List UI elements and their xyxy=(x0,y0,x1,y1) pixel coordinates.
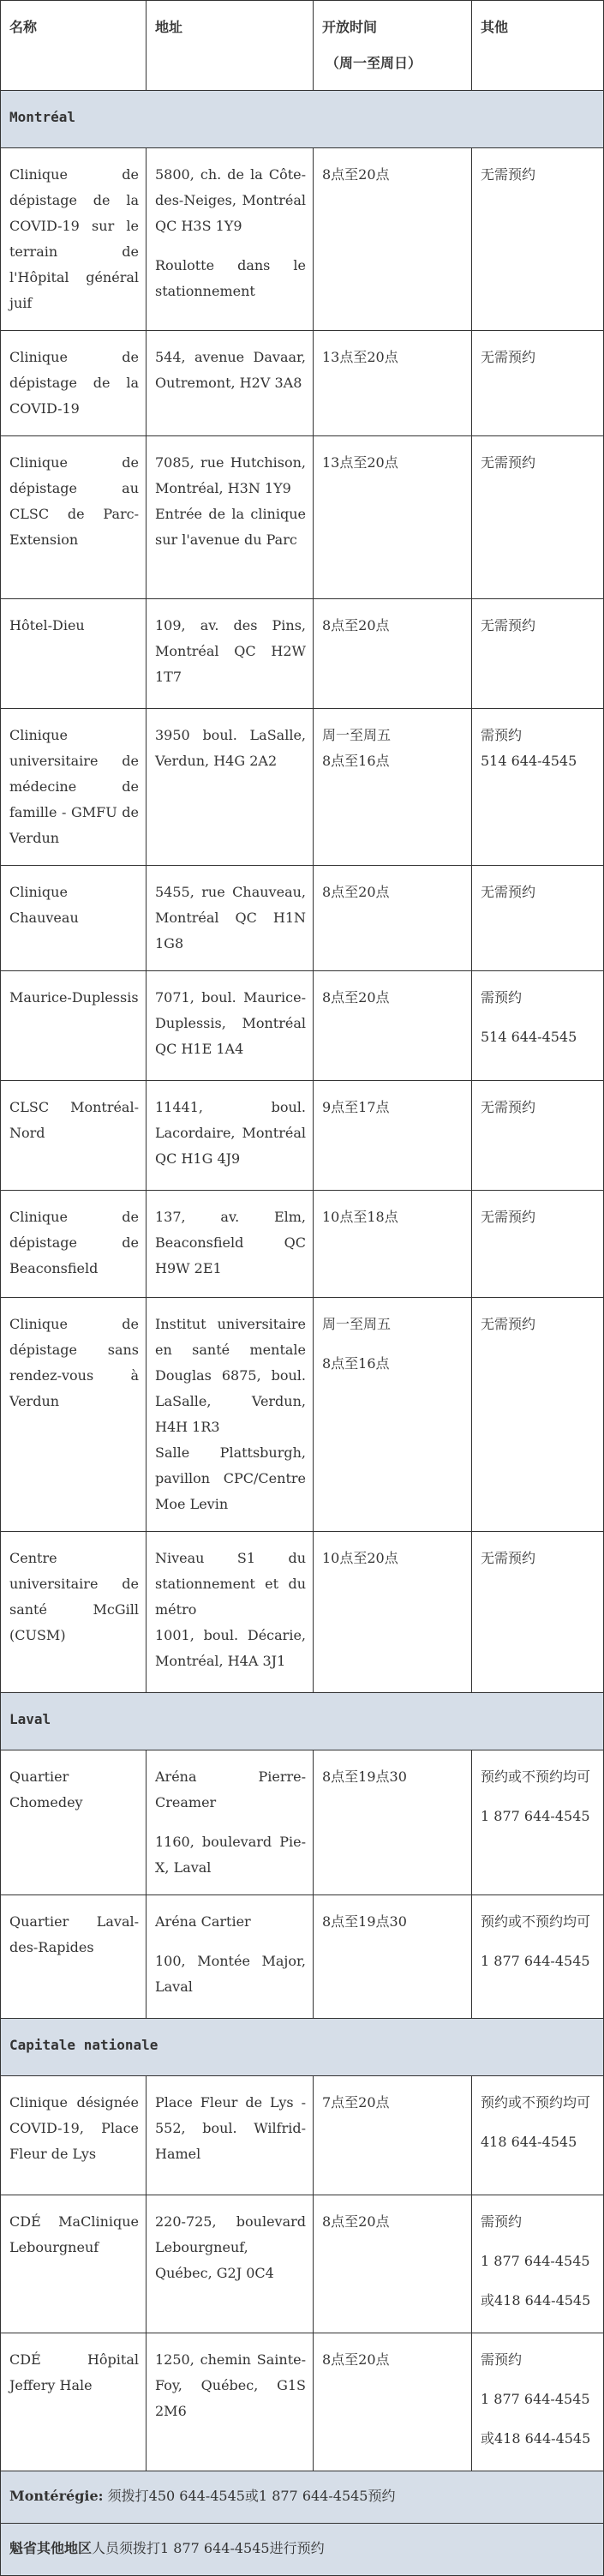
table-row xyxy=(1,599,604,709)
clinic-other: 无需预约 xyxy=(472,599,604,709)
table-header-row xyxy=(1,1,604,91)
clinic-address: 137, av. Elm, Beaconsfield QC H9W 2E1 xyxy=(147,1191,314,1298)
address-line: Institut universitaire en santé mentale Douglas 6875, boul. LaSalle, Verdun, H4H 1R3 xyxy=(155,1316,306,1435)
address-note: 100, Montée Major, Laval xyxy=(155,1953,306,1995)
clinic-address xyxy=(147,1750,314,1895)
region-row-laval xyxy=(1,1693,604,1750)
clinic-other xyxy=(472,2195,604,2333)
booking-note: 预约或不预约均可 xyxy=(481,2094,591,2111)
booking-phone: 514 644-4545 xyxy=(481,1029,577,1045)
clinic-hours: 13点至20点 xyxy=(314,331,472,436)
clinic-name: CDÉ MaClinique Lebourgneuf xyxy=(1,2195,147,2333)
table-row xyxy=(1,436,604,599)
table-row xyxy=(1,148,604,331)
booking-phone: 1 877 644-4545 xyxy=(481,2391,590,2407)
booking-note: 预约或不预约均可 xyxy=(481,1913,591,1930)
clinic-name: Centre universitaire de santé McGill (CUSM) xyxy=(1,1532,147,1693)
booking-phone: 1 877 644-4545 xyxy=(481,1808,590,1824)
note-row-monteregie xyxy=(1,2471,604,2524)
booking-phone: 418 644-4545 xyxy=(481,2134,577,2150)
clinic-other xyxy=(472,709,604,866)
booking-note: 需预约 xyxy=(481,2213,523,2230)
region-label: Montréal xyxy=(1,91,604,148)
header-hours xyxy=(314,1,472,91)
clinic-hours: 13点至20点 xyxy=(314,436,472,599)
clinic-address xyxy=(147,1895,314,2019)
clinic-hours: 8点至20点 xyxy=(314,2195,472,2333)
clinic-address: 11441, boul. Lacordaire, Montréal QC H1G 4J9 xyxy=(147,1081,314,1191)
clinic-hours: 8点至20点 xyxy=(314,148,472,331)
header-hours-sub: （周一至周日） xyxy=(326,55,422,71)
clinic-name: Clinique de dépistage de Beaconsfield xyxy=(1,1191,147,1298)
clinic-name: CDÉ Hôpital Jeffery Hale xyxy=(1,2333,147,2471)
clinic-address: 5455, rue Chauveau, Montréal QC H1N 1G8 xyxy=(147,866,314,971)
table-row xyxy=(1,2333,604,2471)
clinic-name: Clinique universitaire de médecine de famille - GMFU de Verdun xyxy=(1,709,147,866)
hours-days: 周一至周五 xyxy=(322,727,392,743)
clinic-other: 无需预约 xyxy=(472,1298,604,1532)
clinic-name: CLSC Montréal-Nord xyxy=(1,1081,147,1191)
hours-time: 8点至16点 xyxy=(322,1355,390,1372)
address-line: Aréna Cartier xyxy=(155,1913,251,1930)
clinic-address: 7071, boul. Maurice-Duplessis, Montréal QC H1E 1A4 xyxy=(147,971,314,1081)
table-row xyxy=(1,971,604,1081)
clinic-hours: 8点至19点30 xyxy=(314,1895,472,2019)
clinic-name: Hôtel-Dieu xyxy=(1,599,147,709)
booking-phone: 1 877 644-4545 xyxy=(481,2253,590,2269)
booking-note: 预约或不预约均可 xyxy=(481,1768,591,1785)
clinic-name: Clinique de dépistage au CLSC de Parc-Extension xyxy=(1,436,147,599)
clinic-other xyxy=(472,2333,604,2471)
table-row xyxy=(1,2195,604,2333)
clinic-name: Maurice-Duplessis xyxy=(1,971,147,1081)
note-monteregie xyxy=(1,2471,604,2524)
address-note: 1160, boulevard Pie-X, Laval xyxy=(155,1834,306,1876)
note-region-label: Montérégie: xyxy=(9,2488,104,2504)
header-name: 名称 xyxy=(1,1,147,91)
address-line: 5800, ch. de la Côte-des-Neiges, Montréal QC H3S 1Y9 xyxy=(155,166,306,234)
clinic-name: Clinique désignée COVID-19, Place Fleur de Lys xyxy=(1,2076,147,2195)
booking-note: 需预约 xyxy=(481,2351,523,2368)
note-text: 人员须拨打1 877 644-4545进行预约 xyxy=(92,2540,325,2556)
region-label: Capitale nationale xyxy=(1,2019,604,2076)
clinic-hours: 10点至20点 xyxy=(314,1532,472,1693)
clinic-other: 无需预约 xyxy=(472,1081,604,1191)
clinic-address xyxy=(147,1532,314,1693)
clinic-other: 无需预约 xyxy=(472,148,604,331)
clinic-name: Quartier Chomedey xyxy=(1,1750,147,1895)
table-row xyxy=(1,1532,604,1693)
clinic-address: 1250, chemin Sainte-Foy, Québec, G1S 2M6 xyxy=(147,2333,314,2471)
booking-phone: 514 644-4545 xyxy=(481,753,577,769)
clinic-other: 无需预约 xyxy=(472,331,604,436)
hours-time: 8点至16点 xyxy=(322,753,390,769)
clinic-hours: 8点至20点 xyxy=(314,599,472,709)
clinic-name: Clinique de dépistage sans rendez-vous à Verdun xyxy=(1,1298,147,1532)
clinic-hours: 9点至17点 xyxy=(314,1081,472,1191)
clinic-other xyxy=(472,971,604,1081)
table-row xyxy=(1,1191,604,1298)
clinic-hours: 7点至20点 xyxy=(314,2076,472,2195)
clinic-other: 无需预约 xyxy=(472,1532,604,1693)
address-note: Salle Plattsburgh, pavillon CPC/Centre Moe Levin xyxy=(155,1444,306,1512)
table-row xyxy=(1,2076,604,2195)
clinic-hours xyxy=(314,709,472,866)
clinic-name: Clinique de dépistage de la COVID-19 xyxy=(1,331,147,436)
clinic-address: 109, av. des Pins, Montréal QC H2W 1T7 xyxy=(147,599,314,709)
clinic-name: Clinique Chauveau xyxy=(1,866,147,971)
table-row xyxy=(1,1081,604,1191)
table-row xyxy=(1,709,604,866)
clinic-address xyxy=(147,148,314,331)
address-note: Entrée de la clinique sur l'avenue du Parc xyxy=(155,506,306,548)
clinic-name: Clinique de dépistage de la COVID-19 sur le terrain de l'Hôpital général juif xyxy=(1,148,147,331)
booking-phone-alt: 或418 644-4545 xyxy=(481,2430,591,2447)
clinic-other xyxy=(472,2076,604,2195)
address-note: Roulotte dans le stationnement xyxy=(155,257,306,299)
note-region-label: 魁省其他地区 xyxy=(9,2540,93,2556)
hours-days: 周一至周五 xyxy=(322,1316,392,1332)
booking-note: 需预约 xyxy=(481,989,523,1006)
table-row xyxy=(1,1750,604,1895)
clinic-other: 无需预约 xyxy=(472,866,604,971)
table-row xyxy=(1,866,604,971)
header-other: 其他 xyxy=(472,1,604,91)
address-note: 1001, boul. Décarie, Montréal, H4A 3J1 xyxy=(155,1627,306,1669)
region-row-montreal xyxy=(1,91,604,148)
clinic-hours: 8点至20点 xyxy=(314,971,472,1081)
clinic-hours: 10点至18点 xyxy=(314,1191,472,1298)
note-other-regions xyxy=(1,2524,604,2576)
clinic-address xyxy=(147,436,314,599)
clinic-address: Place Fleur de Lys - 552, boul. Wilfrid-Hamel xyxy=(147,2076,314,2195)
note-text: 须拨打450 644-4545或1 877 644-4545预约 xyxy=(103,2488,396,2504)
header-hours-label: 开放时间 xyxy=(322,19,378,35)
table-row xyxy=(1,1298,604,1532)
clinic-other xyxy=(472,1895,604,2019)
clinic-address: 3950 boul. LaSalle, Verdun, H4G 2A2 xyxy=(147,709,314,866)
table-row xyxy=(1,1895,604,2019)
clinic-hours: 8点至20点 xyxy=(314,2333,472,2471)
clinic-address: 544, avenue Davaar, Outremont, H2V 3A8 xyxy=(147,331,314,436)
clinic-address: 220-725, boulevard Lebourgneuf, Québec, G2J 0C4 xyxy=(147,2195,314,2333)
clinic-hours: 8点至19点30 xyxy=(314,1750,472,1895)
note-row-other xyxy=(1,2524,604,2576)
booking-phone-alt: 或418 644-4545 xyxy=(481,2292,591,2309)
header-address: 地址 xyxy=(147,1,314,91)
clinic-hours: 8点至20点 xyxy=(314,866,472,971)
address-line: 7085, rue Hutchison, Montréal, H3N 1Y9 xyxy=(155,454,306,496)
booking-phone: 1 877 644-4545 xyxy=(481,1953,590,1969)
region-row-capitale xyxy=(1,2019,604,2076)
clinic-address xyxy=(147,1298,314,1532)
address-line: Aréna Pierre-Creamer xyxy=(155,1768,306,1810)
clinic-other: 无需预约 xyxy=(472,436,604,599)
address-line: Niveau S1 du stationnement et du métro xyxy=(155,1550,306,1618)
clinic-hours xyxy=(314,1298,472,1532)
clinic-other xyxy=(472,1750,604,1895)
clinic-name: Quartier Laval-des-Rapides xyxy=(1,1895,147,2019)
region-label: Laval xyxy=(1,1693,604,1750)
booking-note: 需预约 xyxy=(481,727,523,743)
table-row xyxy=(1,331,604,436)
clinic-other: 无需预约 xyxy=(472,1191,604,1298)
